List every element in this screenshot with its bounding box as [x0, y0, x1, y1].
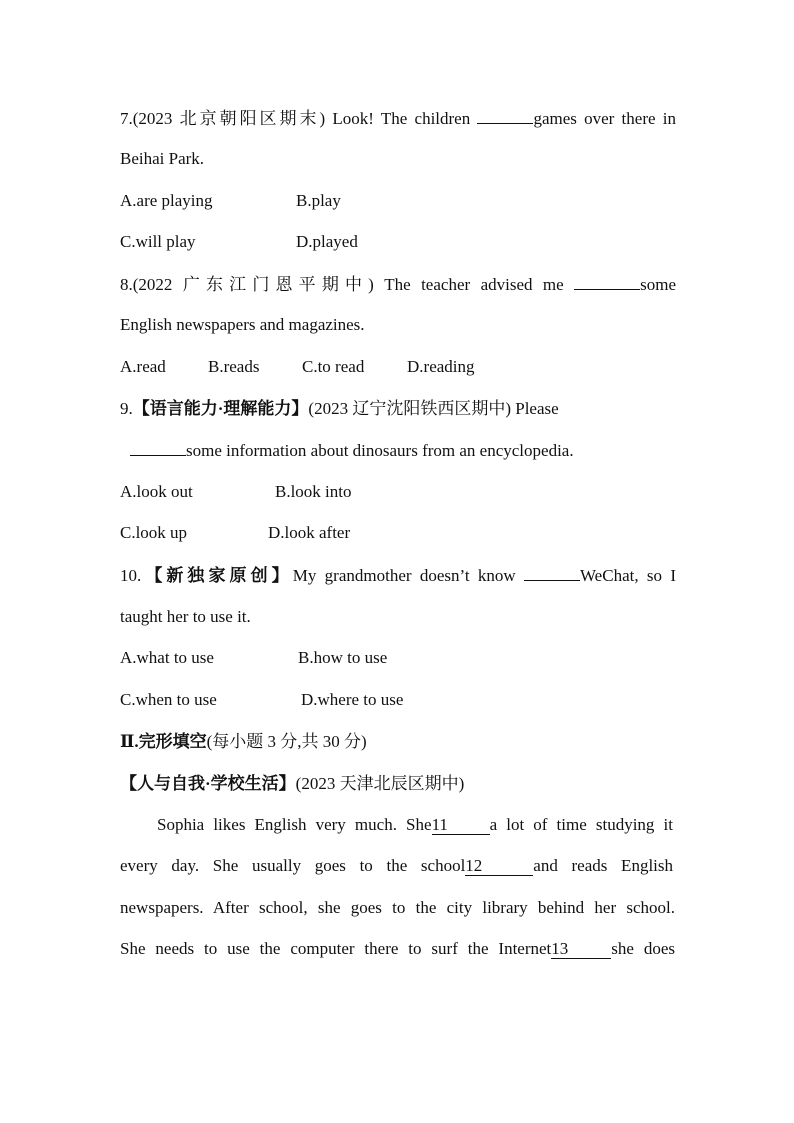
question-8-option-b: B.reads	[208, 357, 260, 376]
question-7-stem	[120, 107, 676, 130]
cloze-blank-12: 12	[465, 857, 533, 876]
question-9-stem-line2	[130, 439, 686, 462]
question-10-number: 10.	[120, 566, 142, 585]
question-9-stem	[120, 398, 676, 420]
question-8-suffix: some	[640, 275, 676, 294]
passage-text: every day. She usually goes to the school	[120, 856, 466, 875]
question-10-option-b: B.how to use	[298, 648, 388, 667]
question-7-option-d: D.played	[296, 232, 358, 251]
question-7-prefix: 7.(2023 北京朝阳区期末) Look! The children	[120, 109, 478, 128]
question-10-option-d: D.where to use	[301, 690, 404, 709]
passage-line-4	[120, 938, 675, 960]
question-8-option-c: C.to read	[302, 357, 365, 376]
question-7-option-c: C.will play	[120, 232, 196, 251]
question-9-tag: 【语言能力·理解能力】	[132, 399, 309, 418]
question-8-stem	[120, 273, 676, 296]
question-9-option-d: D.look after	[268, 523, 351, 542]
question-8-option-a: A.read	[120, 357, 166, 376]
question-7-option-a: A.are playing	[120, 191, 213, 210]
cloze-blank-11: 11	[432, 816, 490, 835]
question-10-option-c: C.when to use	[120, 690, 217, 709]
question-10-stem	[120, 564, 676, 587]
answer-blank	[477, 107, 533, 124]
passage-text: She needs to use the computer there to surf the Internet	[120, 939, 552, 958]
question-10-tag: 【新独家原创】	[141, 566, 293, 585]
passage-line-1	[157, 814, 673, 836]
question-9-number: 9.	[120, 399, 133, 418]
question-7-option-b: B.play	[296, 191, 341, 210]
passage-text: and reads English	[533, 856, 673, 875]
answer-blank	[574, 273, 640, 290]
question-10-prefix: My grandmother doesn’t know	[292, 566, 524, 585]
question-9-option-c: C.look up	[120, 523, 188, 542]
question-10-suffix: WeChat, so I	[580, 566, 676, 585]
question-9-option-b: B.look into	[275, 482, 352, 501]
question-8-prefix: 8.(2022 广东江门恩平期中) The teacher advised me	[120, 275, 575, 294]
passage-line-3: newspapers. After school, she goes to the city library behind her school.	[120, 898, 675, 917]
passage-text: she does	[611, 939, 675, 958]
passage-source: (2023 天津北辰区期中)	[295, 774, 465, 793]
section-2-scoring: (每小题 3 分,共 30 分)	[206, 732, 367, 751]
section-2-heading	[120, 731, 676, 753]
passage-tag: 【人与自我·学校生活】	[120, 774, 296, 793]
question-7-stem-line2: Beihai Park.	[120, 149, 205, 168]
question-10-option-a: A.what to use	[120, 648, 214, 667]
cloze-blank-13: 13	[551, 940, 611, 959]
question-9-line2-suffix: some information about dinosaurs from an encyclopedia.	[186, 441, 574, 460]
answer-blank	[130, 439, 186, 456]
passage-text: Sophia likes English very much. She	[157, 815, 432, 834]
question-8-stem-line2: English newspapers and magazines.	[120, 315, 365, 334]
question-9-rest: (2023 辽宁沈阳铁西区期中) Please	[308, 399, 559, 418]
section-2-title: Ⅱ.完形填空	[120, 732, 207, 751]
answer-blank	[524, 564, 580, 581]
question-10-stem-line2: taught her to use it.	[120, 607, 251, 626]
question-9-option-a: A.look out	[120, 482, 193, 501]
passage-header	[120, 773, 676, 795]
question-8-option-d: D.reading	[407, 357, 475, 376]
passage-text: a lot of time studying it	[489, 815, 673, 834]
question-7-suffix: games over there in	[533, 109, 676, 128]
passage-line-2	[120, 855, 673, 877]
